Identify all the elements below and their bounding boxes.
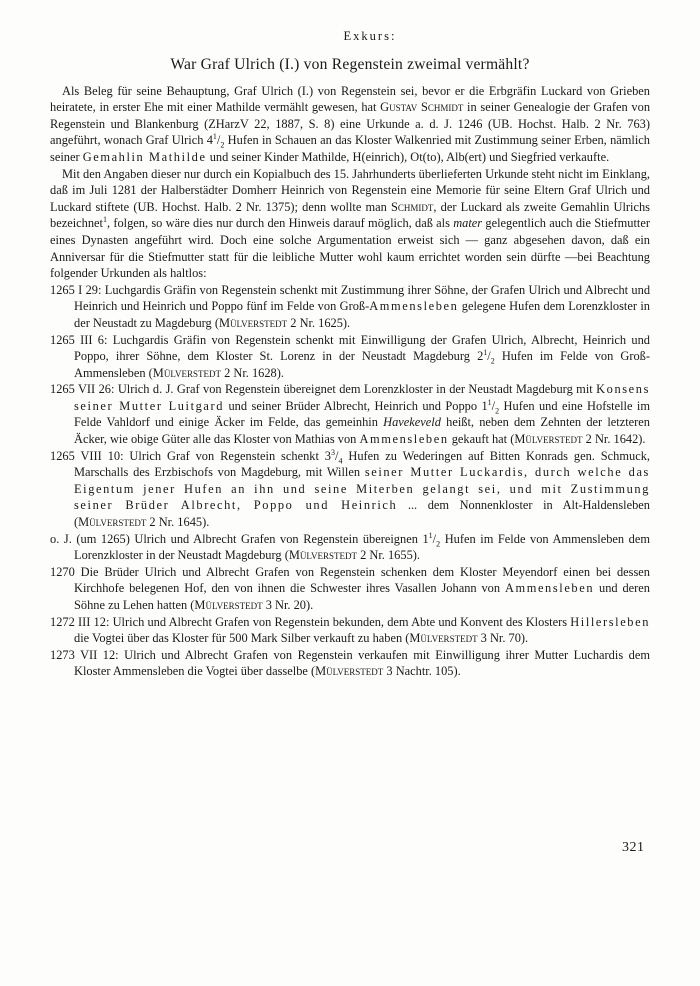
charter-date: 1273 VII 12:	[50, 647, 119, 662]
author-name: Gustav Schmidt	[380, 100, 464, 115]
fraction-slash: /	[487, 349, 491, 364]
page-number: 321	[622, 840, 645, 855]
fraction-numerator: 1	[483, 347, 488, 357]
text-span: 3 Nr. 70).	[477, 631, 529, 646]
body-paragraph-1	[50, 83, 650, 166]
spaced-emphasis: seiner Mutter Luckardis, durch welche das Eigentum jener Hufen an ihn und seine Miterben gelangt sei, und mit Zustimmung seiner Brüder Albrecht, Poppo und Heinrich	[74, 465, 650, 513]
text-span: ... dem Nonnenkloster in Alt-Haldensleben (	[74, 498, 650, 530]
text-span: Als Beleg für seine Behauptung, Graf Ulrich (I.) von Regenstein sei, bevor er die Erbgräfin Luckard von Grieben heiratete, in erster Ehe mit einer Mathilde vermählt gewesen, hat	[50, 83, 650, 115]
spaced-emphasis: Konsens seiner Mutter Luitgard	[74, 382, 650, 413]
charter-entry	[50, 531, 650, 564]
text-span: 2 Nr. 1642).	[582, 432, 646, 447]
fraction-denominator: 2	[495, 406, 500, 416]
page-title: War Graf Ulrich (I.) von Regenstein zweimal vermählt?	[170, 55, 530, 73]
charter-date: o. J.	[50, 531, 72, 546]
text-span: Ulrich und Albrecht Grafen von Regenstein verkaufen mit Einwilligung ihrer Mutter Luchardis dem Kloster Ammensleben die Vogtei über dasselbe (	[74, 647, 650, 679]
text-span: 3 Nachtr. 105).	[383, 664, 461, 679]
fraction-slash: /	[491, 398, 496, 413]
fraction-numerator: 1	[487, 397, 492, 407]
text-span: und seiner Brüder Albrecht, Heinrich und Poppo 1	[224, 398, 488, 413]
fraction-denominator: 4	[338, 456, 343, 466]
text-span: Die Brüder Ulrich und Albrecht Grafen von Regenstein schenken dem Kloster Meyendorf einen bei dessen Kirchhofe belegenen Hof, den von ihnen die Schwester ihres Vasallen Johann von	[74, 564, 650, 596]
source-author: Mülverstedt	[78, 515, 147, 530]
spaced-emphasis: Ammensleben	[504, 581, 595, 596]
text-span: Hufen zu Wederingen auf Bitten Konrads gen. Schmuck, Marschalls des Erzbischofs von Magdeburg, mit Willen	[74, 448, 650, 480]
charter-entry	[50, 614, 650, 647]
text-span: gelegene Hufen dem Lorenzkloster in der Neustadt zu Magdeburg (	[74, 299, 650, 330]
text-span: Hufen in Schauen an das Kloster Walkenried mit Zustimmung seiner Erben, nämlich seiner	[50, 133, 650, 164]
document-page	[50, 28, 650, 680]
charter-date: 1265 VIII 10:	[50, 448, 124, 463]
source-author: Mülverstedt	[288, 548, 358, 563]
text-span: Luchgardis Gräfin von Regenstein schenkt mit Zustimmung ihrer Söhne, der Grafen Ulrich und Albrecht und Heinrich und Heinrich und Poppo fünf im Felde von Groß-	[74, 282, 651, 314]
text-span: gekauft hat (	[448, 432, 515, 447]
text-span: (um 1265) Ulrich und Albrecht Grafen von Regenstein übereignen 1	[71, 531, 429, 546]
place-name-italic: Havekeveld	[383, 415, 441, 430]
source-author: Mülverstedt	[514, 432, 583, 447]
charter-entry	[50, 282, 650, 332]
text-span: Ulrich und Albrecht Grafen von Regenstein bekunden, dem Abte und Konvent des Klosters	[109, 614, 571, 629]
text-span: und deren Söhne zu Lehen hatten (	[74, 581, 650, 612]
text-span: 2 Nr. 1645).	[146, 515, 210, 530]
fraction-numerator: 1	[428, 530, 433, 540]
fraction-numerator: 1	[212, 132, 217, 142]
source-author: Mülverstedt	[194, 598, 263, 612]
charter-date: 1265 VII 26:	[50, 382, 115, 397]
text-span: gelegentlich auch die Stiefmutter eines Dynasten angeführt wird. Doch eine solche Argumentation erweist sich — ganz abgesehen davon, daß ein Anniversar für die Stiefmutter statt für die leibliche Mutter wohl kaum errichtet worden sein dürfte —bei Beachtung folgender Urkunden als haltlos:	[50, 216, 650, 281]
text-span: Luchgardis Gräfin von Regenstein schenkt mit Einwilligung der Grafen Ulrich, Albrecht, Heinrich und Poppo, ihrer Söhne, dem Kloster St. Lorenz in der Neustadt Magdeburg 2	[74, 332, 651, 364]
section-kicker: Exkurs:	[343, 29, 397, 43]
spaced-emphasis: Hillersleben	[570, 614, 650, 629]
text-span: Ulrich d. J. Graf von Regenstein übereignet dem Lorenzkloster in der Neustadt Magdeburg mit	[114, 382, 597, 397]
charter-date: 1270	[50, 564, 75, 579]
text-span: Ulrich Graf von Regenstein schenkt 3	[123, 448, 332, 463]
source-author: Mülverstedt	[315, 664, 384, 679]
author-name: Schmidt	[391, 199, 434, 214]
spaced-emphasis: Gemahlin Mathilde	[82, 149, 207, 164]
text-span: , der Luckard als zweite Gemahlin Ulrichs bezeichnet	[50, 199, 650, 231]
text-span: 2 Nr. 1628).	[220, 365, 284, 380]
charter-date: 1265 III 6:	[50, 332, 108, 347]
fraction-numerator: 3	[331, 447, 336, 457]
source-author: Mülverstedt	[409, 631, 478, 646]
text-span: Mit den Angaben dieser nur durch ein Kopialbuch des 15. Jahrhunderts überlieferten Urkunde steht nicht im Einklang, daß im Juli 1281 der Halberstädter Domherr Heinrich von Regenstein eine Memorie für seine Eltern Graf Ulrich und Luckard stiftete (UB. Hochst. Halb. 2 Nr. 1375); denn wollte man	[50, 166, 650, 214]
latin-term: mater	[453, 216, 483, 231]
source-author: Mülverstedt	[218, 315, 288, 330]
charter-entry	[50, 332, 650, 382]
text-span: , folgen, so wäre dies nur durch den Hinweis darauf möglich, daß als	[106, 216, 454, 231]
text-span: heißt, neben dem Zehnten der letzteren Äcker, wie obige Güter alle das Kloster von Mathias von	[74, 415, 650, 447]
text-span: Hufen und eine Hofstelle im Felde Vahldorf und einige Äcker im Felde, das gemeinhin	[74, 398, 650, 430]
fraction-denominator: 2	[490, 356, 495, 366]
fraction-denominator: 2	[220, 140, 225, 150]
footnote-marker: 1	[102, 215, 107, 225]
spaced-emphasis: Ammensleben	[369, 299, 459, 314]
fraction-slash: /	[432, 531, 437, 546]
charter-list	[50, 282, 650, 680]
source-author: Mülverstedt	[152, 365, 221, 380]
text-span: 2 Nr. 1655).	[357, 548, 420, 563]
body-paragraph-2	[50, 166, 650, 282]
fraction-slash: /	[335, 448, 339, 463]
text-span: in seiner Genealogie der Grafen von Regenstein und Blankenburg (ZHarzV 22, 1887, S. 8) eine Urkunde a. d. J. 1246 (UB. Hochst. Halb. 2 Nr. 763) angeführt, wonach Graf Ulrich 4	[50, 100, 651, 148]
charter-entry	[50, 448, 650, 531]
text-span: 2 Nr. 1625).	[287, 315, 351, 330]
text-span: die Vogtei über das Kloster für 500 Mark Silber verkauft zu haben (	[74, 631, 410, 646]
text-span: Hufen im Felde von Groß-Ammensleben (	[74, 349, 650, 380]
fraction-slash: /	[216, 133, 221, 148]
charter-date: 1265 I 29:	[50, 282, 102, 297]
charter-entry	[50, 564, 650, 614]
charter-entry	[50, 381, 650, 447]
text-span: 3 Nr. 20).	[262, 598, 314, 612]
text-span: Hufen im Felde von Ammensleben dem Lorenzkloster in der Neustadt Magdeburg (	[74, 531, 650, 563]
charter-date: 1272 III 12:	[50, 614, 110, 629]
text-span: und seiner Kinder Mathilde, H(einrich), Ot(to), Alb(ert) und Siegfried verkaufte.	[206, 149, 610, 164]
spaced-emphasis: Ammensleben	[359, 432, 449, 447]
charter-entry	[50, 647, 650, 680]
fraction-denominator: 2	[436, 539, 441, 549]
